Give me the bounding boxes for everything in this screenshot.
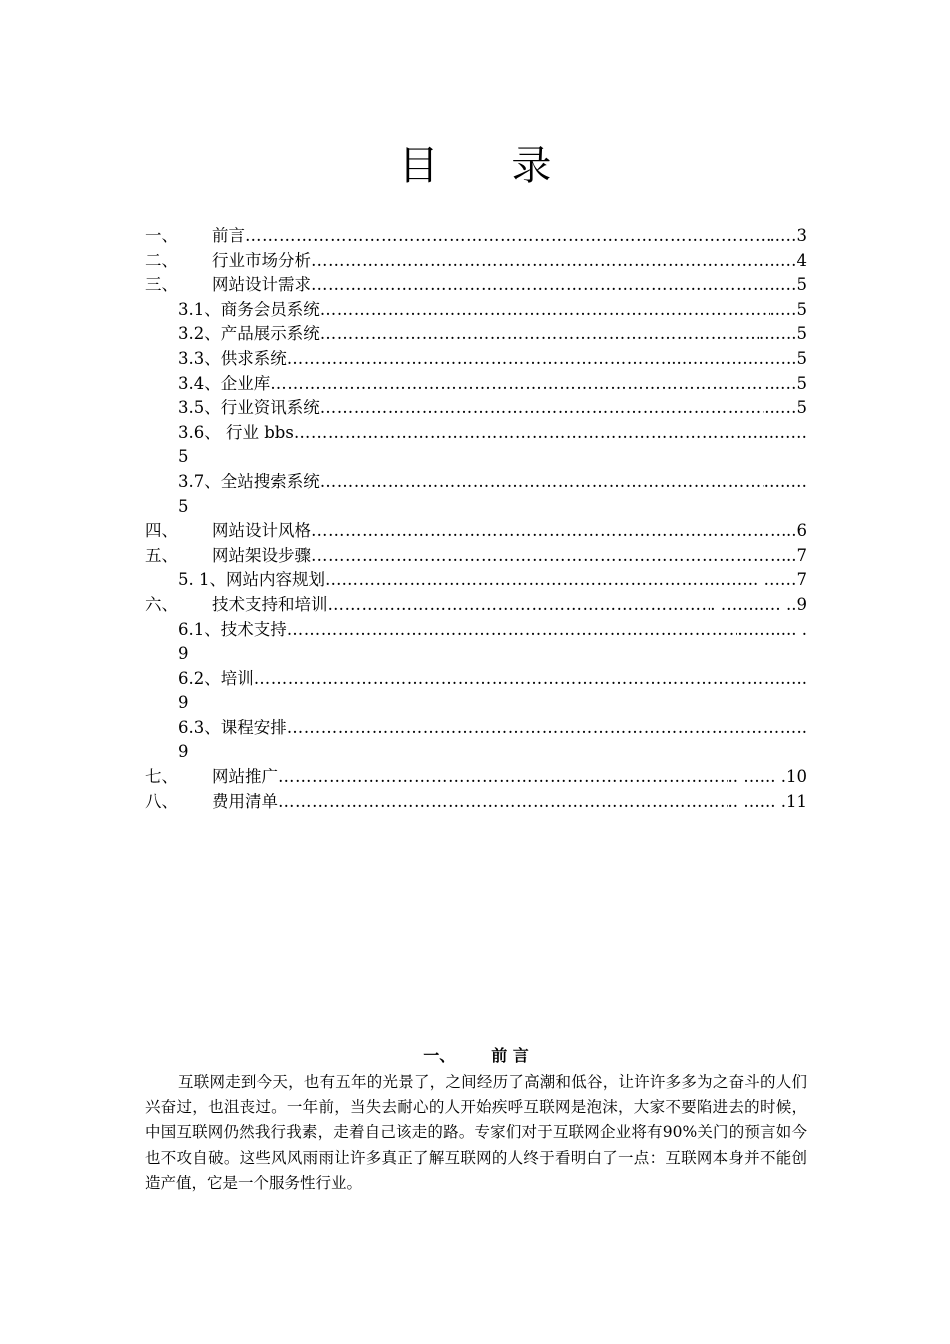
toc-entry-page: .. …... .11 bbox=[727, 791, 807, 811]
toc-entry bbox=[145, 249, 807, 274]
toc-entry-page: ….. bbox=[780, 668, 807, 688]
toc-dot-leader bbox=[311, 273, 770, 298]
toc-entry-page: ..7 bbox=[786, 545, 807, 565]
toc-entry-text: 前言 bbox=[212, 226, 245, 245]
toc-entry-text: 费用清单 bbox=[212, 791, 278, 811]
toc-entry bbox=[145, 470, 807, 495]
toc-entry-number: 二、 bbox=[145, 250, 178, 270]
toc-entry bbox=[145, 667, 807, 692]
toc-dot-leader bbox=[270, 372, 764, 397]
section-heading bbox=[145, 1044, 807, 1068]
toc-entry-page: ..………….……..5 bbox=[671, 348, 807, 368]
toc-entry-page: ..…3 bbox=[769, 226, 807, 245]
toc-entry-text: 技术支持和培训 bbox=[212, 594, 328, 614]
toc-dot-leader bbox=[320, 298, 770, 323]
toc-entry-text: 网站设计风格 bbox=[212, 521, 311, 541]
toc-dot-leader bbox=[311, 544, 786, 569]
toc-entry-page: . ……..… ..9 bbox=[710, 594, 807, 614]
toc-title: 目 录 bbox=[398, 143, 582, 189]
toc-entry-page: …..…… bbox=[747, 422, 807, 442]
toc-entry-page: ..…5 bbox=[769, 275, 807, 295]
toc-dot-leader bbox=[294, 421, 747, 446]
toc-entry-page: ..…….. ……7 bbox=[704, 570, 807, 590]
toc-entry bbox=[145, 396, 807, 421]
toc-entry-text: 3.2、产品展示系统 bbox=[178, 324, 320, 344]
toc-entry-page-wrap: 5 bbox=[178, 496, 189, 516]
toc-entry-text: 6.2、培训 bbox=[178, 668, 254, 688]
toc-entry-text: 3.1、商务会员系统 bbox=[178, 299, 320, 319]
toc-entry-text: 3.6、 行业 bbs bbox=[178, 422, 294, 442]
toc-entry-text: 3.7、全站搜索系统 bbox=[178, 471, 320, 491]
toc-entry-page: ...…5 bbox=[764, 398, 807, 418]
toc-dot-leader bbox=[328, 593, 711, 618]
toc-dot-leader bbox=[320, 322, 759, 347]
toc-entry-page: .. …... .10 bbox=[727, 767, 807, 787]
toc-entry-number: 四、 bbox=[145, 521, 178, 541]
toc-entry-page-wrap: 9 bbox=[178, 693, 189, 713]
toc-dot-leader bbox=[287, 347, 672, 372]
toc-dot-leader bbox=[342, 568, 705, 593]
toc-dot-leader bbox=[311, 249, 770, 274]
toc-entry-text: 3.3、供求系统 bbox=[178, 348, 287, 368]
toc-entry-text: 网站推广 bbox=[212, 767, 278, 787]
toc-entry-text: 行业市场分析 bbox=[212, 250, 311, 270]
toc-entry bbox=[145, 544, 807, 569]
toc-entry bbox=[145, 421, 807, 446]
toc-entry-number: 七、 bbox=[145, 767, 178, 787]
toc-dot-leader bbox=[320, 396, 765, 421]
toc-entry bbox=[145, 790, 807, 815]
toc-entry-number: 八、 bbox=[145, 791, 178, 811]
toc-entry bbox=[145, 618, 807, 643]
toc-entry-number: 六、 bbox=[145, 594, 178, 614]
toc-dot-leader bbox=[320, 470, 764, 495]
toc-entry-text: 5. 1、网站内容规划… bbox=[178, 570, 342, 590]
toc-entry-page: …..… bbox=[763, 471, 807, 491]
toc-entry-text: 网站架设步骤 bbox=[212, 545, 311, 565]
toc-entry-number: 五、 bbox=[145, 545, 178, 565]
toc-entry bbox=[145, 298, 807, 323]
toc-dot-leader bbox=[287, 618, 738, 643]
table-of-contents bbox=[145, 224, 807, 814]
toc-entry-number: 一、 bbox=[145, 226, 178, 245]
toc-entry-page: ..…..5 bbox=[759, 324, 807, 344]
toc-entry bbox=[145, 765, 807, 790]
section-paragraph: 互联网走到今天，也有五年的光景了，之间经历了高潮和低谷，让许许多多为之奋斗的人们兴奋过，也沮丧过。一年前，当失去耐心的人开始疾呼互联网是泡沫，大家不要陷进去的时候，中国互联网仍然我行我素，走着自己该走的路。专家们对于互联网企业将有90%关门的预言如今也不攻自破。这些风风雨雨让许多真正了解互联网的人终于看明白了一点：互联网本身并不能创造产值，它是一个服务性行业。 bbox=[145, 1073, 807, 1192]
toc-entry-text: 6.3、课程安排 bbox=[178, 717, 287, 737]
toc-entry-page: ..…4 bbox=[769, 250, 807, 270]
section-number: 一、 bbox=[423, 1046, 456, 1065]
toc-dot-leader bbox=[278, 765, 728, 790]
toc-dot-leader bbox=[245, 224, 770, 249]
preface-section bbox=[145, 1044, 807, 1196]
toc-entry-page: ..…5 bbox=[769, 299, 807, 319]
toc-entry bbox=[145, 224, 807, 249]
toc-entry-page: ...…5 bbox=[764, 373, 807, 393]
toc-entry-text: 6.1、技术支持 bbox=[178, 619, 287, 639]
toc-entry-text: 3.4、企业库 bbox=[178, 373, 271, 393]
toc-dot-leader bbox=[287, 716, 797, 741]
toc-entry-page-wrap: 9 bbox=[178, 644, 189, 664]
toc-entry-page: ……..... . bbox=[737, 619, 807, 639]
toc-entry bbox=[145, 372, 807, 397]
toc-entry-text: 网站设计需求 bbox=[212, 275, 311, 295]
toc-entry-page: ..6 bbox=[786, 521, 807, 541]
toc-entry bbox=[145, 716, 807, 741]
toc-dot-leader bbox=[278, 790, 728, 815]
toc-entry-page-wrap: 9 bbox=[178, 742, 189, 762]
toc-entry-page: .. bbox=[796, 717, 807, 737]
toc-dot-leader bbox=[311, 519, 786, 544]
toc-entry-text: 3.5、行业资讯系统 bbox=[178, 398, 320, 418]
toc-entry-page-wrap: 5 bbox=[178, 447, 189, 467]
toc-entry-number: 三、 bbox=[145, 275, 178, 295]
toc-entry bbox=[145, 273, 807, 298]
toc-entry bbox=[145, 593, 807, 618]
section-title: 前 言 bbox=[491, 1046, 529, 1065]
toc-entry bbox=[145, 519, 807, 544]
toc-entry bbox=[145, 322, 807, 347]
toc-dot-leader bbox=[254, 667, 780, 692]
toc-entry bbox=[145, 568, 807, 593]
toc-entry bbox=[145, 347, 807, 372]
